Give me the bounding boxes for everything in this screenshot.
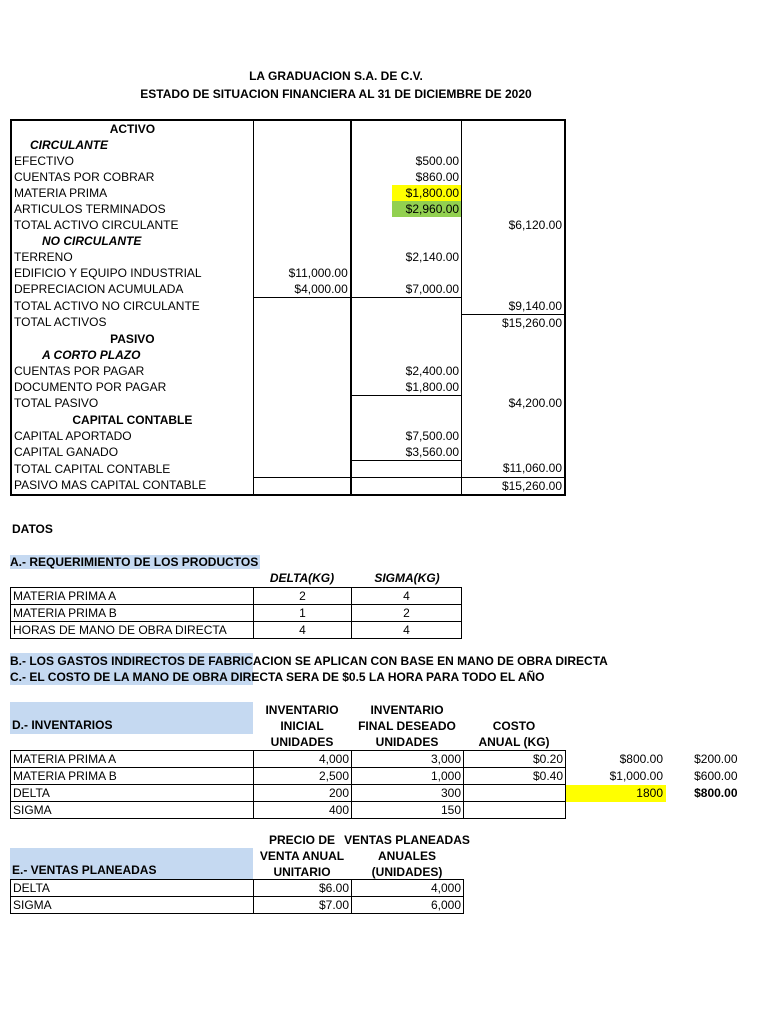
table-row [11,395,565,412]
header-line: INICIAL [280,719,324,733]
table-row [11,622,462,639]
section-d-title: D.- INVENTARIOS [12,718,113,732]
value-cell: $9,140.00 [462,298,565,315]
table-row [11,265,565,281]
header-line: VENTAS PLANEADAS [344,833,470,847]
row-label: EDIFICIO Y EQUIPO INDUSTRIAL [14,266,202,280]
value-cell: $4,200.00 [462,395,565,412]
table-row [11,897,464,914]
row-label: CUENTAS POR COBRAR [14,170,155,184]
table-row [11,588,462,605]
header-line: (UNIDADES) [371,865,443,879]
value-cell: 4,000 [352,880,464,897]
value-cell: 4 [352,588,462,605]
value-cell: $15,260.00 [462,314,565,331]
value-cell: $7.00 [254,897,352,914]
value-cell: 200 [254,785,352,802]
value-cell: $1,800.00 [351,379,462,396]
subsection-corto-plazo: A CORTO PLAZO [42,347,141,362]
table-row [11,428,565,444]
row-label: CAPITAL APORTADO [14,428,132,443]
value-cell: 300 [352,785,464,802]
header-ventas-planeadas [343,832,471,880]
row-label: SIGMA [11,897,254,914]
value-cell: $2,400.00 [351,363,462,379]
value-cell: $2,960.00 [392,201,461,217]
row-label: TOTAL ACTIVO CIRCULANTE [14,218,179,232]
table-row [11,233,565,249]
section-c-line [10,669,545,685]
row-label: TOTAL ACTIVOS [14,315,107,330]
value-cell: 400 [254,802,352,819]
row-label: TOTAL CAPITAL CONTABLE [14,461,171,476]
value-cell: $200.00 [694,752,738,766]
sales-table [10,879,464,914]
table-row [11,460,565,477]
row-label: MATERIA PRIMA A [11,751,254,768]
value-cell: $7,000.00 [351,281,462,298]
header-inventario-inicial [253,702,351,750]
value-cell: 1,000 [352,768,464,785]
value-cell: $6.00 [254,880,352,897]
table-row [11,153,565,169]
value-cell: $1,000.00 [609,769,663,783]
section-pasivo: PASIVO [110,331,155,346]
header-line: UNIDADES [270,735,334,749]
row-label: DELTA [11,880,254,897]
table-row [11,363,565,379]
section-a-title [10,554,260,570]
section-c-text: C.- EL COSTO DE LA MANO DE OBRA DIRECTA SERA DE $0.5 LA HORA PARA TODO EL AÑO [10,670,545,684]
inventory-table [10,750,740,819]
table-row [11,477,565,495]
value-cell: $2,140.00 [351,249,462,265]
datos-heading: DATOS [12,522,53,536]
row-label: CUENTAS POR PAGAR [14,363,145,378]
table-row [11,785,740,802]
header-line: FINAL DESEADO [358,719,456,733]
value-cell [464,802,566,819]
row-label: MATERIA PRIMA B [11,768,254,785]
subsection-no-circulante: NO CIRCULANTE [42,234,142,248]
table-row [11,768,740,785]
value-cell: $800.00 [619,752,663,766]
value-cell: 3,000 [352,751,464,768]
value-cell: $600.00 [694,769,738,783]
header-precio-venta [253,832,351,880]
col-delta-header: DELTA(KG) [269,571,335,585]
table-row [11,880,464,897]
table-row [11,217,565,233]
value-cell: $11,060.00 [462,460,565,477]
company-name: LA GRADUACION S.A. DE C.V. [249,69,423,83]
table-row [11,281,565,298]
value-cell: $860.00 [351,169,462,185]
table-row [11,331,565,347]
value-cell [464,785,566,802]
row-label: TERRENO [14,250,73,264]
value-cell [666,802,740,819]
value-cell: 2 [352,605,462,622]
header-line: INVENTARIO [265,703,339,717]
value-cell: $15,260.00 [462,477,565,495]
table-row [11,412,565,428]
table-row [11,751,740,768]
header-line: VENTA ANUAL [259,849,345,863]
value-cell: $500.00 [351,153,462,169]
header-line: PRECIO DE [268,833,335,847]
row-label: PASIVO MAS CAPITAL CONTABLE [14,478,207,493]
row-label: MATERIA PRIMA A [11,588,254,605]
section-activo: ACTIVO [109,122,156,136]
table-row [11,314,565,331]
value-cell: 2 [254,588,352,605]
table-row [11,249,565,265]
section-b-text: B.- LOS GASTOS INDIRECTOS DE FABRICACION SE APLICAN CON BASE EN MANO DE OBRA DIRECTA [10,654,608,668]
value-cell: $1,800.00 [392,185,461,201]
table-row [11,185,565,201]
col-sigma-header: SIGMA(KG) [374,571,440,585]
value-cell: 150 [352,802,464,819]
value-cell: 6,000 [352,897,464,914]
header-line: ANUALES [377,849,436,863]
table-row [11,347,565,363]
value-cell: 4 [254,622,352,639]
table-row [11,379,565,396]
table-row [11,802,740,819]
value-cell: $11,000.00 [253,265,350,281]
requirements-table [10,587,462,639]
header-line: ANUAL (KG) [478,735,550,749]
value-cell: 4,000 [254,751,352,768]
row-label: DEPRECIACION ACUMULADA [14,282,184,297]
statement-title: ESTADO DE SITUACION FINANCIERA AL 31 DE DICIEMBRE DE 2020 [140,87,532,101]
row-label: HORAS DE MANO DE OBRA DIRECTA [11,622,254,639]
header-line: UNIDADES [375,735,439,749]
value-cell: $7,500.00 [351,428,462,444]
section-capital-contable: CAPITAL CONTABLE [72,412,193,427]
row-label: SIGMA [11,802,254,819]
table-row [11,605,462,622]
value-cell: $4,000.00 [253,281,350,298]
row-label: CAPITAL GANADO [14,444,119,459]
table-row [11,201,565,217]
header-line: COSTO [492,719,536,733]
section-e-title: E.- VENTAS PLANEADAS [12,863,157,877]
value-cell: 4 [352,622,462,639]
table-row [11,120,565,137]
value-cell: $3,560.00 [351,444,462,461]
section-a-title-text: A.- REQUERIMIENTO DE LOS PRODUCTOS [10,555,259,569]
value-cell: $800.00 [694,786,738,800]
row-label: MATERIA PRIMA [14,186,108,200]
value-cell: $0.20 [464,751,566,768]
value-cell: 2,500 [254,768,352,785]
header-line: INVENTARIO [370,703,444,717]
value-cell [566,802,666,819]
header-inventario-final [351,702,463,750]
table-row [11,298,565,315]
value-cell: $6,120.00 [462,217,565,233]
row-label: TOTAL ACTIVO NO CIRCULANTE [14,298,200,313]
header-costo-anual [463,718,565,750]
table-row [11,137,565,153]
header-line: UNITARIO [273,865,331,879]
subsection-circulante: CIRCULANTE [30,138,108,152]
value-cell: 1800 [566,785,666,802]
row-label: TOTAL PASIVO [14,396,99,411]
value-cell: $0.40 [464,768,566,785]
row-label: DOCUMENTO POR PAGAR [14,379,167,394]
table-row [11,169,565,185]
row-label: EFECTIVO [14,154,75,168]
section-b-line [10,653,608,669]
value-cell: 1 [254,605,352,622]
balance-sheet-table [10,119,566,496]
row-label: MATERIA PRIMA B [11,605,254,622]
table-row [11,444,565,461]
row-label: ARTICULOS TERMINADOS [14,202,166,216]
row-label: DELTA [11,785,254,802]
